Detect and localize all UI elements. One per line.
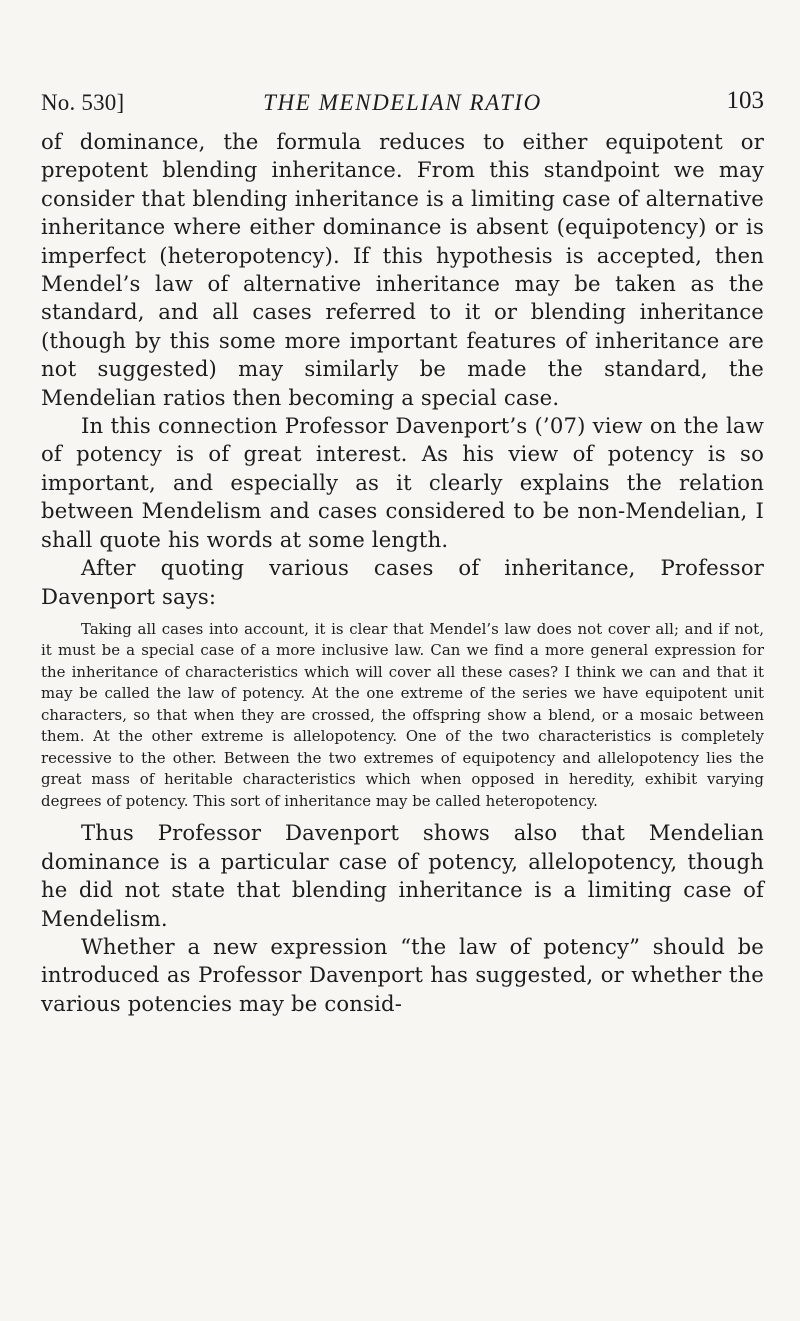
page-number: 103 bbox=[726, 87, 764, 114]
paragraph-1: of dominance, the formula reduces to either equipotent or prepotent blending inheritance. From this standpoint we may consider that blending inheritance is a limiting case of alternative inheritance where either dominance is absent (equipotency) or is imperfect (heteropotency). If this hypothesis is accepted, then Mendel’s law of alternative inheritance may be taken as the standard, and all cases referred to it or blending inheritance (though by this some more important features of inheritance are not suggested) may similarly be made the standard, the Mendelian ratios then becoming a special case. bbox=[41, 129, 764, 410]
paragraph-4: Thus Professor Davenport shows also that Mendelian dominance is a particular case of potency, allelopotency, though he did not state that blending inheritance is a limiting case of Mendelism. bbox=[41, 820, 764, 931]
page bbox=[41, 88, 764, 1018]
paragraph-3: After quoting various cases of inheritance, Professor Davenport says: bbox=[41, 555, 764, 609]
closing-text bbox=[41, 819, 764, 1018]
running-title: THE MENDELIAN RATIO bbox=[263, 90, 542, 115]
body-text bbox=[41, 128, 764, 611]
paragraph-2: In this connection Professor Davenport’s (’07) view on the law of potency is of great interest. As his view of potency is so important, and especially as it clearly explains the relation between Mendelism and cases considered to be non-Mendelian, I shall quote his words at some length. bbox=[41, 413, 764, 552]
journal-issue-number: No. 530] bbox=[41, 90, 125, 115]
block-quote: Taking all cases into account, it is clear that Mendel’s law does not cover all; and if not, it must be a special case of a more inclusive law. Can we find a more general expression for the inheritance of characteristics which will cover all these cases? I think we can and that it may be called the law of potency. At the one extreme of the series we have equipotent unit characters, so that when they are crossed, the offspring show a blend, or a mosaic between them. At the other extreme is allelopotency. One of the two characteristics is completely recessive to the other. Between the two extremes of equipotency and allelopotency lies the great mass of heritable characteristics which when opposed in heredity, exhibit varying degrees of potency. This sort of inheritance may be called heteropotency. bbox=[41, 619, 764, 810]
running-head bbox=[41, 88, 764, 128]
paragraph-5: Whether a new expression “the law of potency” should be introduced as Professor Davenport has suggested, or whether the various potencies may be consid- bbox=[41, 934, 764, 1016]
